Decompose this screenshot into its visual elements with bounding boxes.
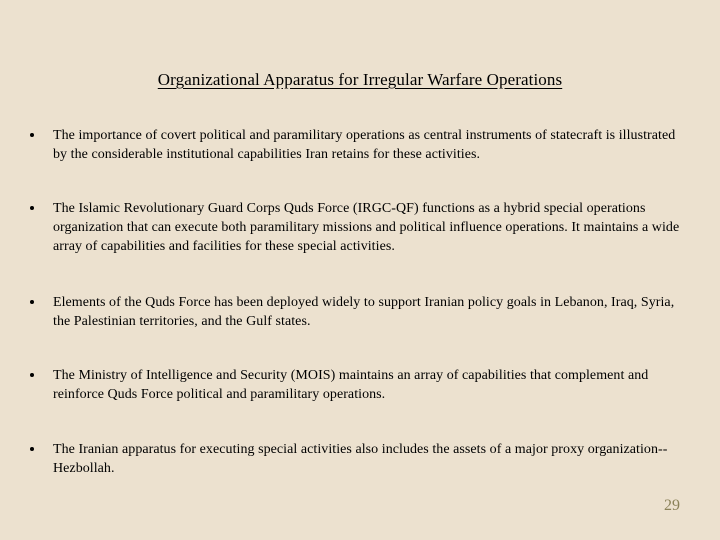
bullet-dot-icon	[30, 206, 34, 210]
bullet-dot-icon	[30, 133, 34, 137]
bullet-text: Elements of the Quds Force has been deployed widely to support Iranian policy goals in Lebanon, Iraq, Syria, the Palestinian territories, and the Gulf states.	[53, 295, 675, 329]
bullet-text: The Ministry of Intelligence and Security (MOIS) maintains an array of capabilities that complement and reinforce Quds Force political and paramilitary operations.	[53, 368, 649, 402]
bullet-dot-icon	[30, 373, 34, 377]
bullet-text: The importance of covert political and paramilitary operations as central instruments of statecraft is illustrated by the considerable institutional capabilities Iran retains for these activities.	[53, 128, 676, 162]
bullet-dot-icon	[30, 447, 34, 451]
slide-title: Organizational Apparatus for Irregular Warfare Operations	[157, 70, 563, 89]
bullet-text: The Islamic Revolutionary Guard Corps Quds Force (IRGC-QF) functions as a hybrid special operations organization that can execute both paramilitary missions and political influence operations. It maintains a wide array of capabilities and facilities for these special activities.	[53, 201, 680, 254]
bullet-text: The Iranian apparatus for executing special activities also includes the assets of a major proxy organization--Hezbollah.	[53, 442, 668, 476]
bullet-dot-icon	[30, 300, 34, 304]
page-number: 29	[664, 497, 680, 514]
